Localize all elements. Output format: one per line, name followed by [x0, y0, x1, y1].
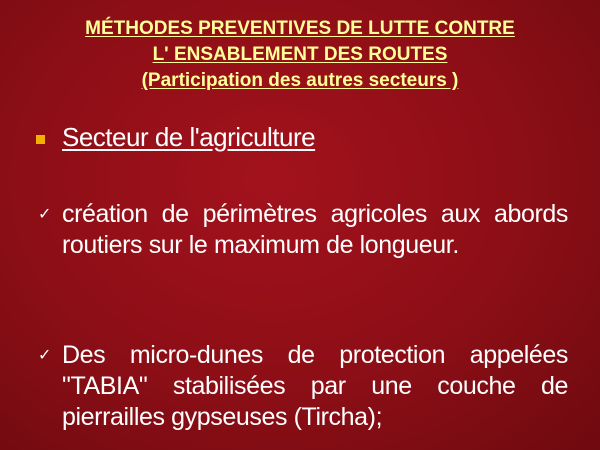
- list-item-text: Des micro-dunes de protection appelées "TABIA" stabilisées par une couche de pierrailles gypseuses (Tircha);: [62, 341, 568, 431]
- list-item: [38, 340, 568, 433]
- slide-title-line-1: MÉTHODES PREVENTIVES DE LUTTE CONTRE: [85, 18, 515, 39]
- slide-title: [20, 16, 580, 94]
- checkmark-icon: ✓: [38, 206, 52, 223]
- slide-title-line-2: L' ENSABLEMENT DES ROUTES: [152, 44, 448, 65]
- section-label: Secteur de l'agriculture: [62, 122, 316, 152]
- square-bullet-icon: [36, 135, 45, 144]
- list-item-text: création de périmètres agricoles aux abords routiers sur le maximum de longueur.: [62, 200, 568, 259]
- checkmark-icon: ✓: [38, 347, 52, 364]
- list-item: [38, 199, 568, 261]
- section-heading: [36, 122, 315, 153]
- slide-title-line-3: (Participation des autres secteurs ): [141, 70, 459, 91]
